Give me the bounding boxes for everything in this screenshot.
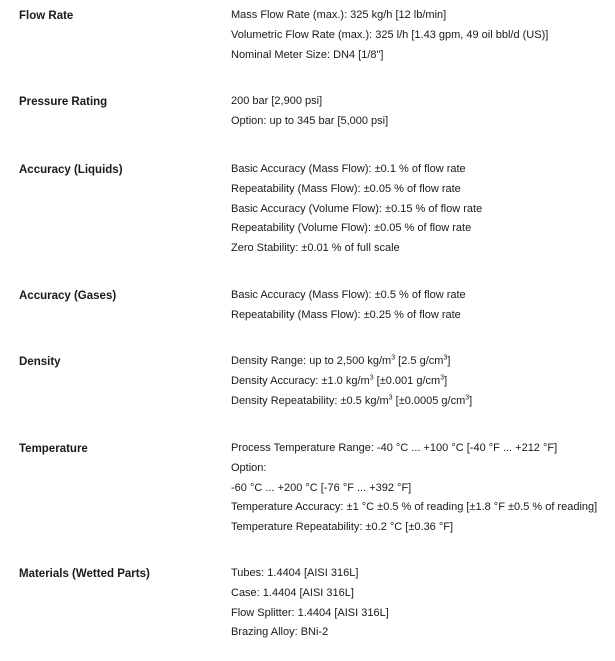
spec-label: Density — [19, 356, 61, 368]
spec-value-line: Brazing Alloy: BNi-2 — [231, 626, 329, 639]
spec-value-line: Repeatability (Volume Flow): ±0.05 % of flow rate — [231, 222, 472, 235]
spec-value-line: Flow Splitter: 1.4404 [AISI 316L] — [231, 606, 389, 619]
spec-values — [231, 286, 615, 326]
spec-value-line: Option: — [231, 461, 267, 474]
spec-label: Flow Rate — [19, 10, 74, 22]
spec-value-line: -60 °C ... +200 °C [-76 °F ... +392 °F] — [231, 481, 412, 494]
spec-value-line: Basic Accuracy (Mass Flow): ±0.5 % of flow rate — [231, 289, 466, 301]
spec-values — [231, 92, 615, 132]
spec-value-line: 200 bar [2,900 psi] — [231, 95, 323, 107]
spec-label: Materials (Wetted Parts) — [19, 568, 150, 580]
spec-label: Accuracy (Liquids) — [19, 164, 123, 176]
spec-value-line: Temperature Repeatability: ±0.2 °C [±0.36 °F] — [231, 521, 454, 534]
spec-value-line: Mass Flow Rate (max.): 325 kg/h [12 lb/min] — [231, 9, 447, 21]
spec-label: Accuracy (Gases) — [19, 290, 117, 302]
spec-value-line: Basic Accuracy (Mass Flow): ±0.1 % of flow rate — [231, 163, 466, 175]
spec-value-line: Basic Accuracy (Volume Flow): ±0.15 % of flow rate — [231, 202, 483, 215]
spec-value-line: Volumetric Flow Rate (max.): 325 l/h [1.43 gpm, 49 oil bbl/d (US)] — [231, 28, 549, 41]
spec-values — [231, 160, 615, 259]
spec-values — [231, 439, 615, 538]
spec-values — [231, 564, 615, 643]
spec-value-line: Zero Stability: ±0.01 % of full scale — [231, 242, 400, 255]
spec-value-line: Repeatability (Mass Flow): ±0.25 % of flow rate — [231, 308, 461, 321]
spec-value-line: Nominal Meter Size: DN4 [1/8"] — [231, 48, 384, 61]
spec-value-line: Density Range: up to 2,500 $kg/m^3$ [2.5 $g/cm^3$] — [231, 354, 451, 367]
spec-value-line: Option: up to 345 bar [5,000 psi] — [231, 114, 389, 127]
spec-values — [231, 352, 615, 411]
spec-label: Pressure Rating — [19, 96, 108, 108]
spec-value-line: Process Temperature Range: -40 °C ... +100 °C [-40 °F ... +212 °F] — [231, 442, 558, 454]
spec-label: Temperature — [19, 443, 88, 455]
spec-value-line: Temperature Accuracy: ±1 °C ±0.5 % of reading [±1.8 °F ±0.5 % of reading] — [231, 501, 598, 514]
spec-value-line: Tubes: 1.4404 [AISI 316L] — [231, 567, 359, 579]
spec-value-line: Density Repeatability: ±0.5 $kg/m^3$ [±0.0005 $g/cm^3$] — [231, 393, 473, 407]
spec-value-line: Case: 1.4404 [AISI 316L] — [231, 586, 354, 599]
spec-value-line: Repeatability (Mass Flow): ±0.05 % of flow rate — [231, 182, 461, 195]
spec-values — [231, 6, 615, 65]
spec-value-line: Density Accuracy: ±1.0 $kg/m^3$ [±0.001 $g/cm^3$] — [231, 374, 448, 387]
